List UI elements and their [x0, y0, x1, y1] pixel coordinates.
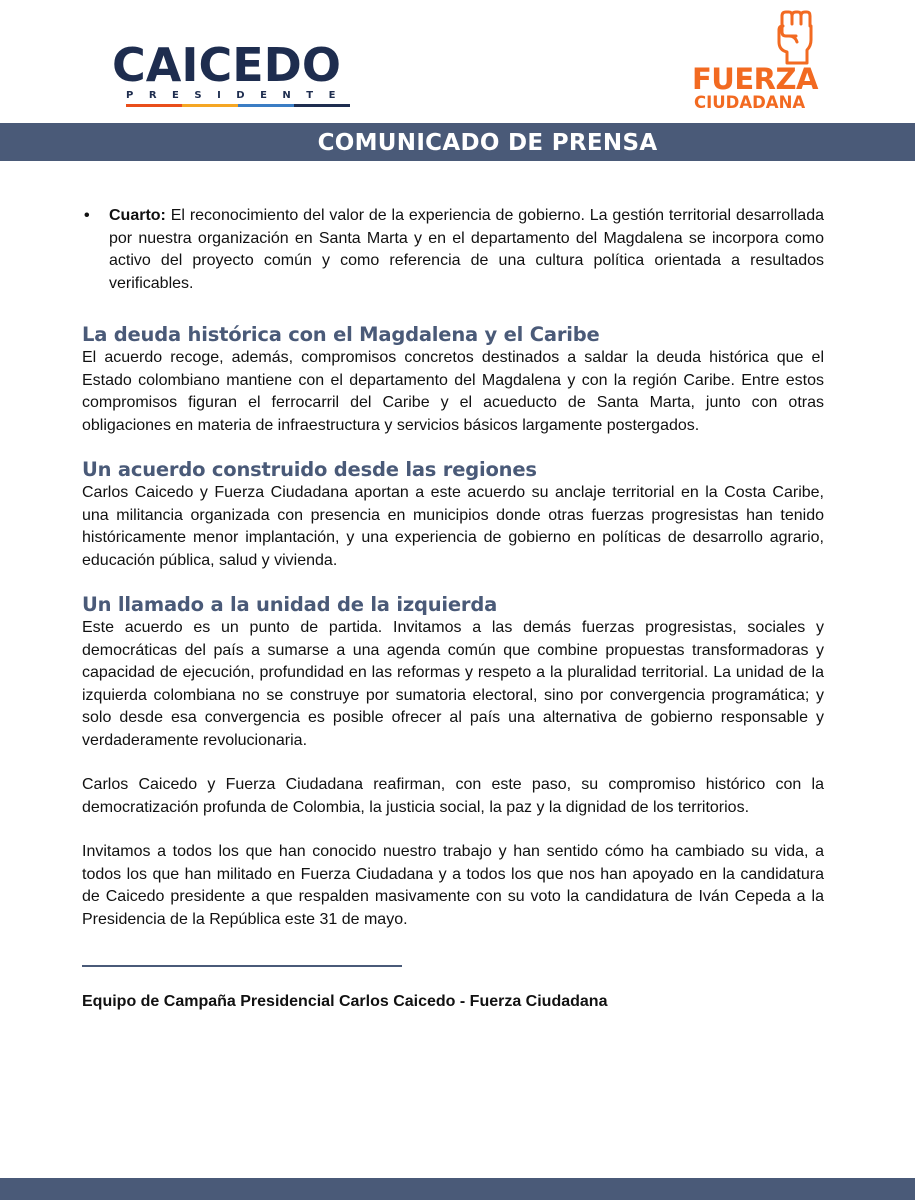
section-heading: La deuda histórica con el Magdalena y el Caribe — [82, 323, 600, 346]
section-heading: Un acuerdo construido desde las regiones — [82, 458, 537, 481]
fuerza-ciudadana-logo — [692, 10, 842, 110]
closing-paragraph: Invitamos a todos los que han conocido nuestro trabajo y han sentido cómo ha cambiado su vida, a todos los que han militado en Fuerza Ciudadana y a todos los que nos han apoyado en la candidatura de Caicedo presidente a que respalden masivamente con su voto la candidatura de Iván Cepeda a la Presidencia de la República este 31 de mayo. — [82, 843, 824, 928]
footer-bar — [0, 1178, 915, 1200]
bullet-label: Cuarto: — [109, 207, 166, 224]
bullet-text: El reconocimiento del valor de la experiencia de gobierno. La gestión territorial desarrollada por nuestra organización en Santa Marta y en el departamento del Magdalena se incorpora como activo del proyecto común y como referencia de una cultura política orientada a resultados verificables. — [109, 207, 824, 292]
caicedo-logo — [112, 40, 362, 112]
caicedo-logo-stripe — [126, 104, 350, 107]
bullet-dot: • — [84, 207, 90, 224]
closing-paragraph: Carlos Caicedo y Fuerza Ciudadana reafirman, con este paso, su compromiso histórico con la democratización profunda de Colombia, la justicia social, la paz y la dignidad de los territorios. — [82, 776, 824, 816]
raised-fist-icon — [775, 10, 815, 65]
document-body — [82, 205, 824, 1013]
bullet-item — [82, 205, 824, 295]
section-body: Este acuerdo es un punto de partida. Invitamos a las demás fuerzas progresistas, sociales y democráticas del país a sumarse a una agenda común que combine propuestas transformadoras y capacidad de ejecución, profundidad en las reformas y respeto a la pluralidad territorial. La unidad de la izquierda colombiana no se construye por sumatoria electoral, sino por convergencia programática; y solo desde esa convergencia es posible ofrecer al país una alternativa de gobierno responsable y verdaderamente revolucionaria. — [82, 619, 824, 749]
signature-divider — [82, 965, 402, 967]
section-body: El acuerdo recoge, además, compromisos concretos destinados a saldar la deuda histórica que el Estado colombiano mantiene con el departamento del Magdalena y con la región Caribe. Entre estos compromisos figuran el ferrocarril del Caribe y el acueducto de Santa Marta, junto con otras obligaciones en materia de infraestructura y servicios básicos largamente postergados. — [82, 349, 824, 434]
caicedo-logo-subtitle: PRESIDENTE — [126, 90, 351, 101]
signature: Equipo de Campaña Presidencial Carlos Caicedo - Fuerza Ciudadana — [82, 993, 608, 1010]
banner-title: COMUNICADO DE PRENSA — [317, 130, 658, 156]
section-heading: Un llamado a la unidad de la izquierda — [82, 593, 498, 616]
fuerza-logo-line1: FUERZA — [692, 62, 818, 96]
press-release-banner — [0, 123, 915, 161]
section-body: Carlos Caicedo y Fuerza Ciudadana aportan a este acuerdo su anclaje territorial en la Costa Caribe, una militancia organizada con presencia en municipios donde otras fuerzas progresistas han tenido históricamente menor implantación, y una experiencia de gobierno en políticas de desarrollo agrario, educación pública, salud y vivienda. — [82, 484, 824, 569]
caicedo-logo-name: CAICEDO — [112, 38, 341, 92]
fuerza-logo-line2: CIUDADANA — [694, 93, 806, 112]
